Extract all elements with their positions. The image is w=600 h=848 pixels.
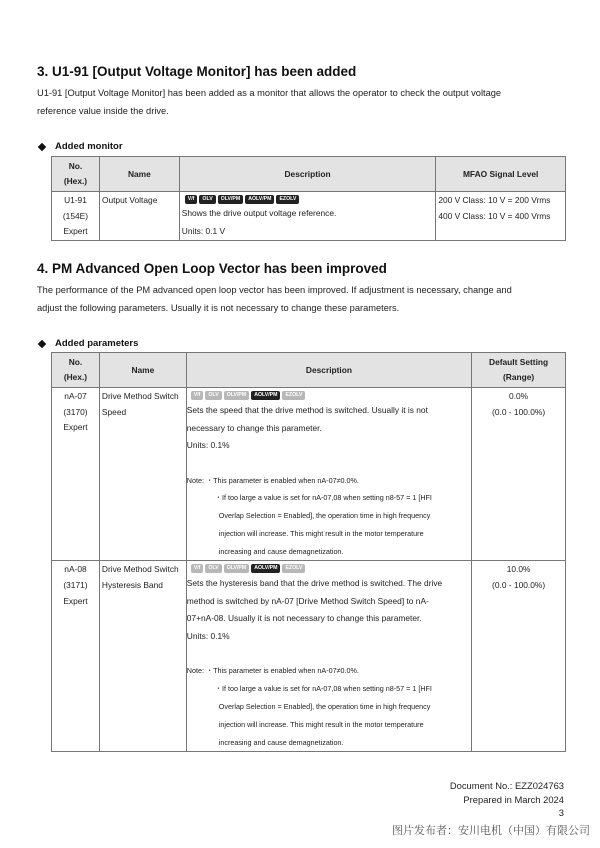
added-monitor-label: Added monitor	[55, 141, 123, 152]
added-parameters-subheading	[37, 338, 138, 349]
desc-line: Sets the speed that the drive method is switched. Usually it is not	[186, 405, 428, 415]
control-mode-badges	[191, 391, 469, 400]
badge-vf: V/f	[185, 195, 198, 204]
badge-aolv-pm: AOLV/PM	[251, 564, 280, 573]
units-line: Units: 0.1 V	[181, 225, 226, 236]
badge-aolv-pm: AOLV/PM	[245, 195, 274, 204]
table-header-row	[52, 157, 566, 192]
section4-para-line2: adjust the following parameters. Usually it is not necessary to change these parameters.	[37, 303, 400, 313]
section4-paragraph	[37, 281, 577, 317]
default-setting-cell: 10.0% (0.0 - 100.0%)	[472, 561, 566, 752]
badge-ezolv: EZOLV	[282, 391, 305, 400]
badge-vf: V/f	[191, 564, 204, 573]
control-mode-badges	[191, 564, 469, 573]
col-no-header: No. (Hex.)	[52, 157, 100, 192]
page-number: 3	[558, 807, 564, 818]
badge-ezolv: EZOLV	[276, 195, 299, 204]
param-desc-cell	[186, 561, 471, 752]
diamond-bullet-icon	[38, 339, 46, 347]
desc-line: method is switched by nA-07 [Drive Method Switch Speed] to nA-	[186, 595, 429, 606]
badge-vf: V/f	[191, 391, 204, 400]
section3-para-line2: reference value inside the drive.	[37, 106, 169, 116]
col-desc-header: Description	[186, 353, 471, 388]
added-parameters-label: Added parameters	[55, 338, 139, 349]
section3-para-line1: U1-91 [Output Voltage Monitor] has been added as a monitor that allows the operator to check the output voltage	[37, 88, 502, 98]
col-signal-header: MFAO Signal Level	[436, 157, 566, 192]
desc-line: necessary to change this parameter.	[186, 422, 322, 433]
badge-aolv-pm: AOLV/PM	[251, 391, 280, 400]
col-desc-header: Description	[179, 157, 436, 192]
added-monitor-subheading	[37, 141, 123, 152]
section3-heading: 3. U1-91 [Output Voltage Monitor] has been added	[37, 64, 357, 79]
document-footer	[450, 779, 564, 820]
desc-line: Sets the hysteresis band that the drive method is switched. The drive	[186, 578, 443, 589]
param-desc-cell	[186, 388, 471, 561]
param-name-cell: Drive Method Switch Speed	[99, 388, 186, 561]
section4-para-line1: The performance of the PM advanced open loop vector has been improved. If adjustment is necessary, change and	[37, 285, 512, 295]
param-number-cell: nA-08 (3171) Expert	[52, 561, 100, 752]
col-no-header: No. (Hex.)	[52, 353, 100, 388]
document-number: Document No.: EZZ024763	[449, 780, 564, 791]
section3-paragraph	[37, 84, 577, 120]
col-default-header: Default Setting (Range)	[472, 353, 566, 388]
diamond-bullet-icon	[38, 142, 46, 150]
note-block: Note: ・This parameter is enabled when nA-07≠0.0%. ・If too large a value is set for nA-07,08 when setting n8-57 = 1 [HFI Overlap Selection = Enabled], the operation time in high frequency injection will increase. This might result in the motor temperature increasing and cause demagnetization.	[186, 666, 432, 747]
table-row	[52, 192, 566, 241]
param-name-cell: Drive Method Switch Hysteresis Band	[99, 561, 186, 752]
publisher-watermark: 图片发布者：安川电机（中国）有限公司	[392, 825, 590, 837]
section4-heading: 4. PM Advanced Open Loop Vector has been improved	[37, 261, 387, 276]
note-block: Note: ・This parameter is enabled when nA-07≠0.0%. ・If too large a value is set for nA-07,08 when setting n8-57 = 1 [HFI Overlap Selection = Enabled], the operation time in high frequency injection will increase. This might result in the motor temperature increasing and cause demagnetization.	[186, 475, 432, 556]
default-setting-cell: 0.0% (0.0 - 100.0%)	[472, 388, 566, 561]
col-name-header: Name	[99, 157, 179, 192]
badge-olv: OLV	[199, 195, 215, 204]
control-mode-badges	[185, 195, 434, 204]
badge-olv: OLV	[205, 564, 221, 573]
added-parameters-table	[51, 352, 566, 752]
prepared-date: Prepared in March 2024	[463, 793, 564, 805]
desc-line: 07+nA-08. Usually it is not necessary to change this parameter.	[186, 613, 422, 624]
table-row	[52, 388, 566, 561]
badge-olv-pm: OLV/PM	[224, 391, 250, 400]
signal-level-cell: 200 V Class: 10 V = 200 Vrms 400 V Class: 10 V = 400 Vrms	[436, 192, 566, 241]
units-line: Units: 0.1%	[186, 630, 230, 641]
badge-olv-pm: OLV/PM	[218, 195, 244, 204]
param-name-cell: Output Voltage	[99, 192, 179, 241]
badge-ezolv: EZOLV	[282, 564, 305, 573]
badge-olv: OLV	[205, 391, 221, 400]
desc-line: Shows the drive output voltage reference.	[181, 208, 337, 218]
badge-olv-pm: OLV/PM	[224, 564, 250, 573]
added-monitor-table	[51, 156, 566, 241]
table-header-row	[52, 353, 566, 388]
param-number-cell: nA-07 (3170) Expert	[52, 388, 100, 561]
col-name-header: Name	[99, 353, 186, 388]
param-desc-cell	[179, 192, 436, 241]
table-row	[52, 561, 566, 752]
units-line: Units: 0.1%	[186, 440, 230, 450]
param-number-cell: U1-91 (154E) Expert	[52, 192, 100, 241]
